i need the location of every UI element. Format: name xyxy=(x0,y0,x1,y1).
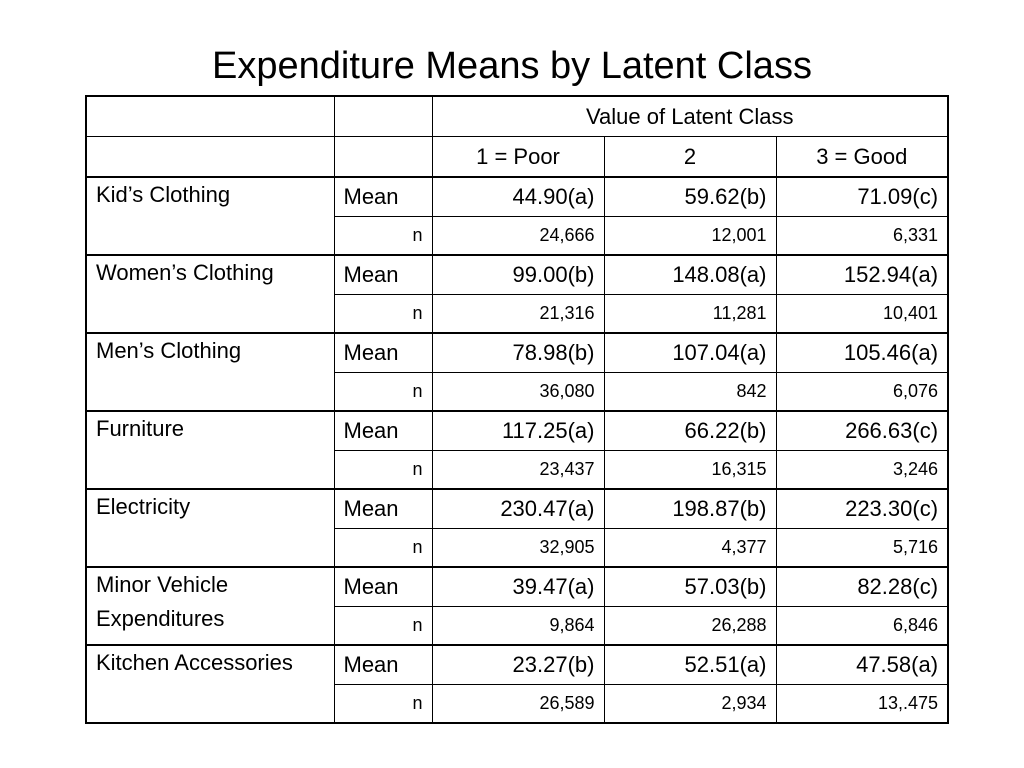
category-label: Men’s Clothing xyxy=(86,333,334,411)
n-value-cell: 4,377 xyxy=(604,529,776,568)
n-value-cell: 23,437 xyxy=(432,451,604,490)
table-row-mean xyxy=(86,255,948,295)
header-empty-cell xyxy=(86,137,334,178)
n-value-cell: 2,934 xyxy=(604,685,776,724)
mean-value-cell: 117.25(a) xyxy=(432,411,604,451)
mean-value-cell: 23.27(b) xyxy=(432,645,604,685)
category-label: Furniture xyxy=(86,411,334,489)
stat-label-mean: Mean xyxy=(334,567,432,607)
page-title: Expenditure Means by Latent Class xyxy=(212,45,812,87)
n-value-cell: 32,905 xyxy=(432,529,604,568)
stat-label-mean: Mean xyxy=(334,411,432,451)
mean-value-cell: 198.87(b) xyxy=(604,489,776,529)
mean-value-cell: 59.62(b) xyxy=(604,177,776,217)
mean-value-cell: 57.03(b) xyxy=(604,567,776,607)
n-value-cell: 26,589 xyxy=(432,685,604,724)
mean-value-cell: 78.98(b) xyxy=(432,333,604,373)
n-value-cell: 9,864 xyxy=(432,607,604,646)
n-value-cell: 12,001 xyxy=(604,217,776,256)
mean-value-cell: 152.94(a) xyxy=(776,255,948,295)
stat-label-mean: Mean xyxy=(334,645,432,685)
table-row-mean xyxy=(86,567,948,607)
header-empty-cell xyxy=(334,96,432,137)
class-header-poor: 1 = Poor xyxy=(432,137,604,178)
class-header-2: 2 xyxy=(604,137,776,178)
stat-label-n: n xyxy=(334,607,432,646)
n-value-cell: 842 xyxy=(604,373,776,412)
mean-value-cell: 223.30(c) xyxy=(776,489,948,529)
mean-value-cell: 47.58(a) xyxy=(776,645,948,685)
mean-value-cell: 148.08(a) xyxy=(604,255,776,295)
mean-value-cell: 99.00(b) xyxy=(432,255,604,295)
n-value-cell: 5,716 xyxy=(776,529,948,568)
header-empty-cell xyxy=(334,137,432,178)
n-value-cell: 26,288 xyxy=(604,607,776,646)
n-value-cell: 36,080 xyxy=(432,373,604,412)
stat-label-n: n xyxy=(334,373,432,412)
stat-label-n: n xyxy=(334,451,432,490)
n-value-cell: 21,316 xyxy=(432,295,604,334)
header-empty-cell xyxy=(86,96,334,137)
table-row-mean xyxy=(86,177,948,217)
mean-value-cell: 230.47(a) xyxy=(432,489,604,529)
n-value-cell: 6,331 xyxy=(776,217,948,256)
n-value-cell: 11,281 xyxy=(604,295,776,334)
category-label: Kitchen Accessories xyxy=(86,645,334,723)
stat-label-n: n xyxy=(334,295,432,334)
table-row-mean xyxy=(86,411,948,451)
table-row-mean xyxy=(86,489,948,529)
mean-value-cell: 66.22(b) xyxy=(604,411,776,451)
stat-label-mean: Mean xyxy=(334,489,432,529)
mean-value-cell: 105.46(a) xyxy=(776,333,948,373)
n-value-cell: 6,846 xyxy=(776,607,948,646)
mean-value-cell: 39.47(a) xyxy=(432,567,604,607)
mean-value-cell: 44.90(a) xyxy=(432,177,604,217)
mean-value-cell: 266.63(c) xyxy=(776,411,948,451)
expenditure-table xyxy=(85,95,949,724)
class-header-good: 3 = Good xyxy=(776,137,948,178)
stat-label-mean: Mean xyxy=(334,255,432,295)
table-row-mean xyxy=(86,333,948,373)
stat-label-mean: Mean xyxy=(334,333,432,373)
mean-value-cell: 107.04(a) xyxy=(604,333,776,373)
n-value-cell: 13,.475 xyxy=(776,685,948,724)
stat-label-n: n xyxy=(334,685,432,724)
n-value-cell: 24,666 xyxy=(432,217,604,256)
mean-value-cell: 82.28(c) xyxy=(776,567,948,607)
header-row-classes xyxy=(86,137,948,178)
mean-value-cell: 52.51(a) xyxy=(604,645,776,685)
stat-label-n: n xyxy=(334,529,432,568)
category-label: Kid’s Clothing xyxy=(86,177,334,255)
stat-label-mean: Mean xyxy=(334,177,432,217)
n-value-cell: 3,246 xyxy=(776,451,948,490)
category-label: Electricity xyxy=(86,489,334,567)
stat-label-n: n xyxy=(334,217,432,256)
table-row-mean xyxy=(86,645,948,685)
n-value-cell: 16,315 xyxy=(604,451,776,490)
mean-value-cell: 71.09(c) xyxy=(776,177,948,217)
latent-class-header: Value of Latent Class xyxy=(432,96,948,137)
n-value-cell: 10,401 xyxy=(776,295,948,334)
header-row-group xyxy=(86,96,948,137)
category-label: Minor Vehicle Expenditures xyxy=(86,567,334,645)
category-label: Women’s Clothing xyxy=(86,255,334,333)
n-value-cell: 6,076 xyxy=(776,373,948,412)
